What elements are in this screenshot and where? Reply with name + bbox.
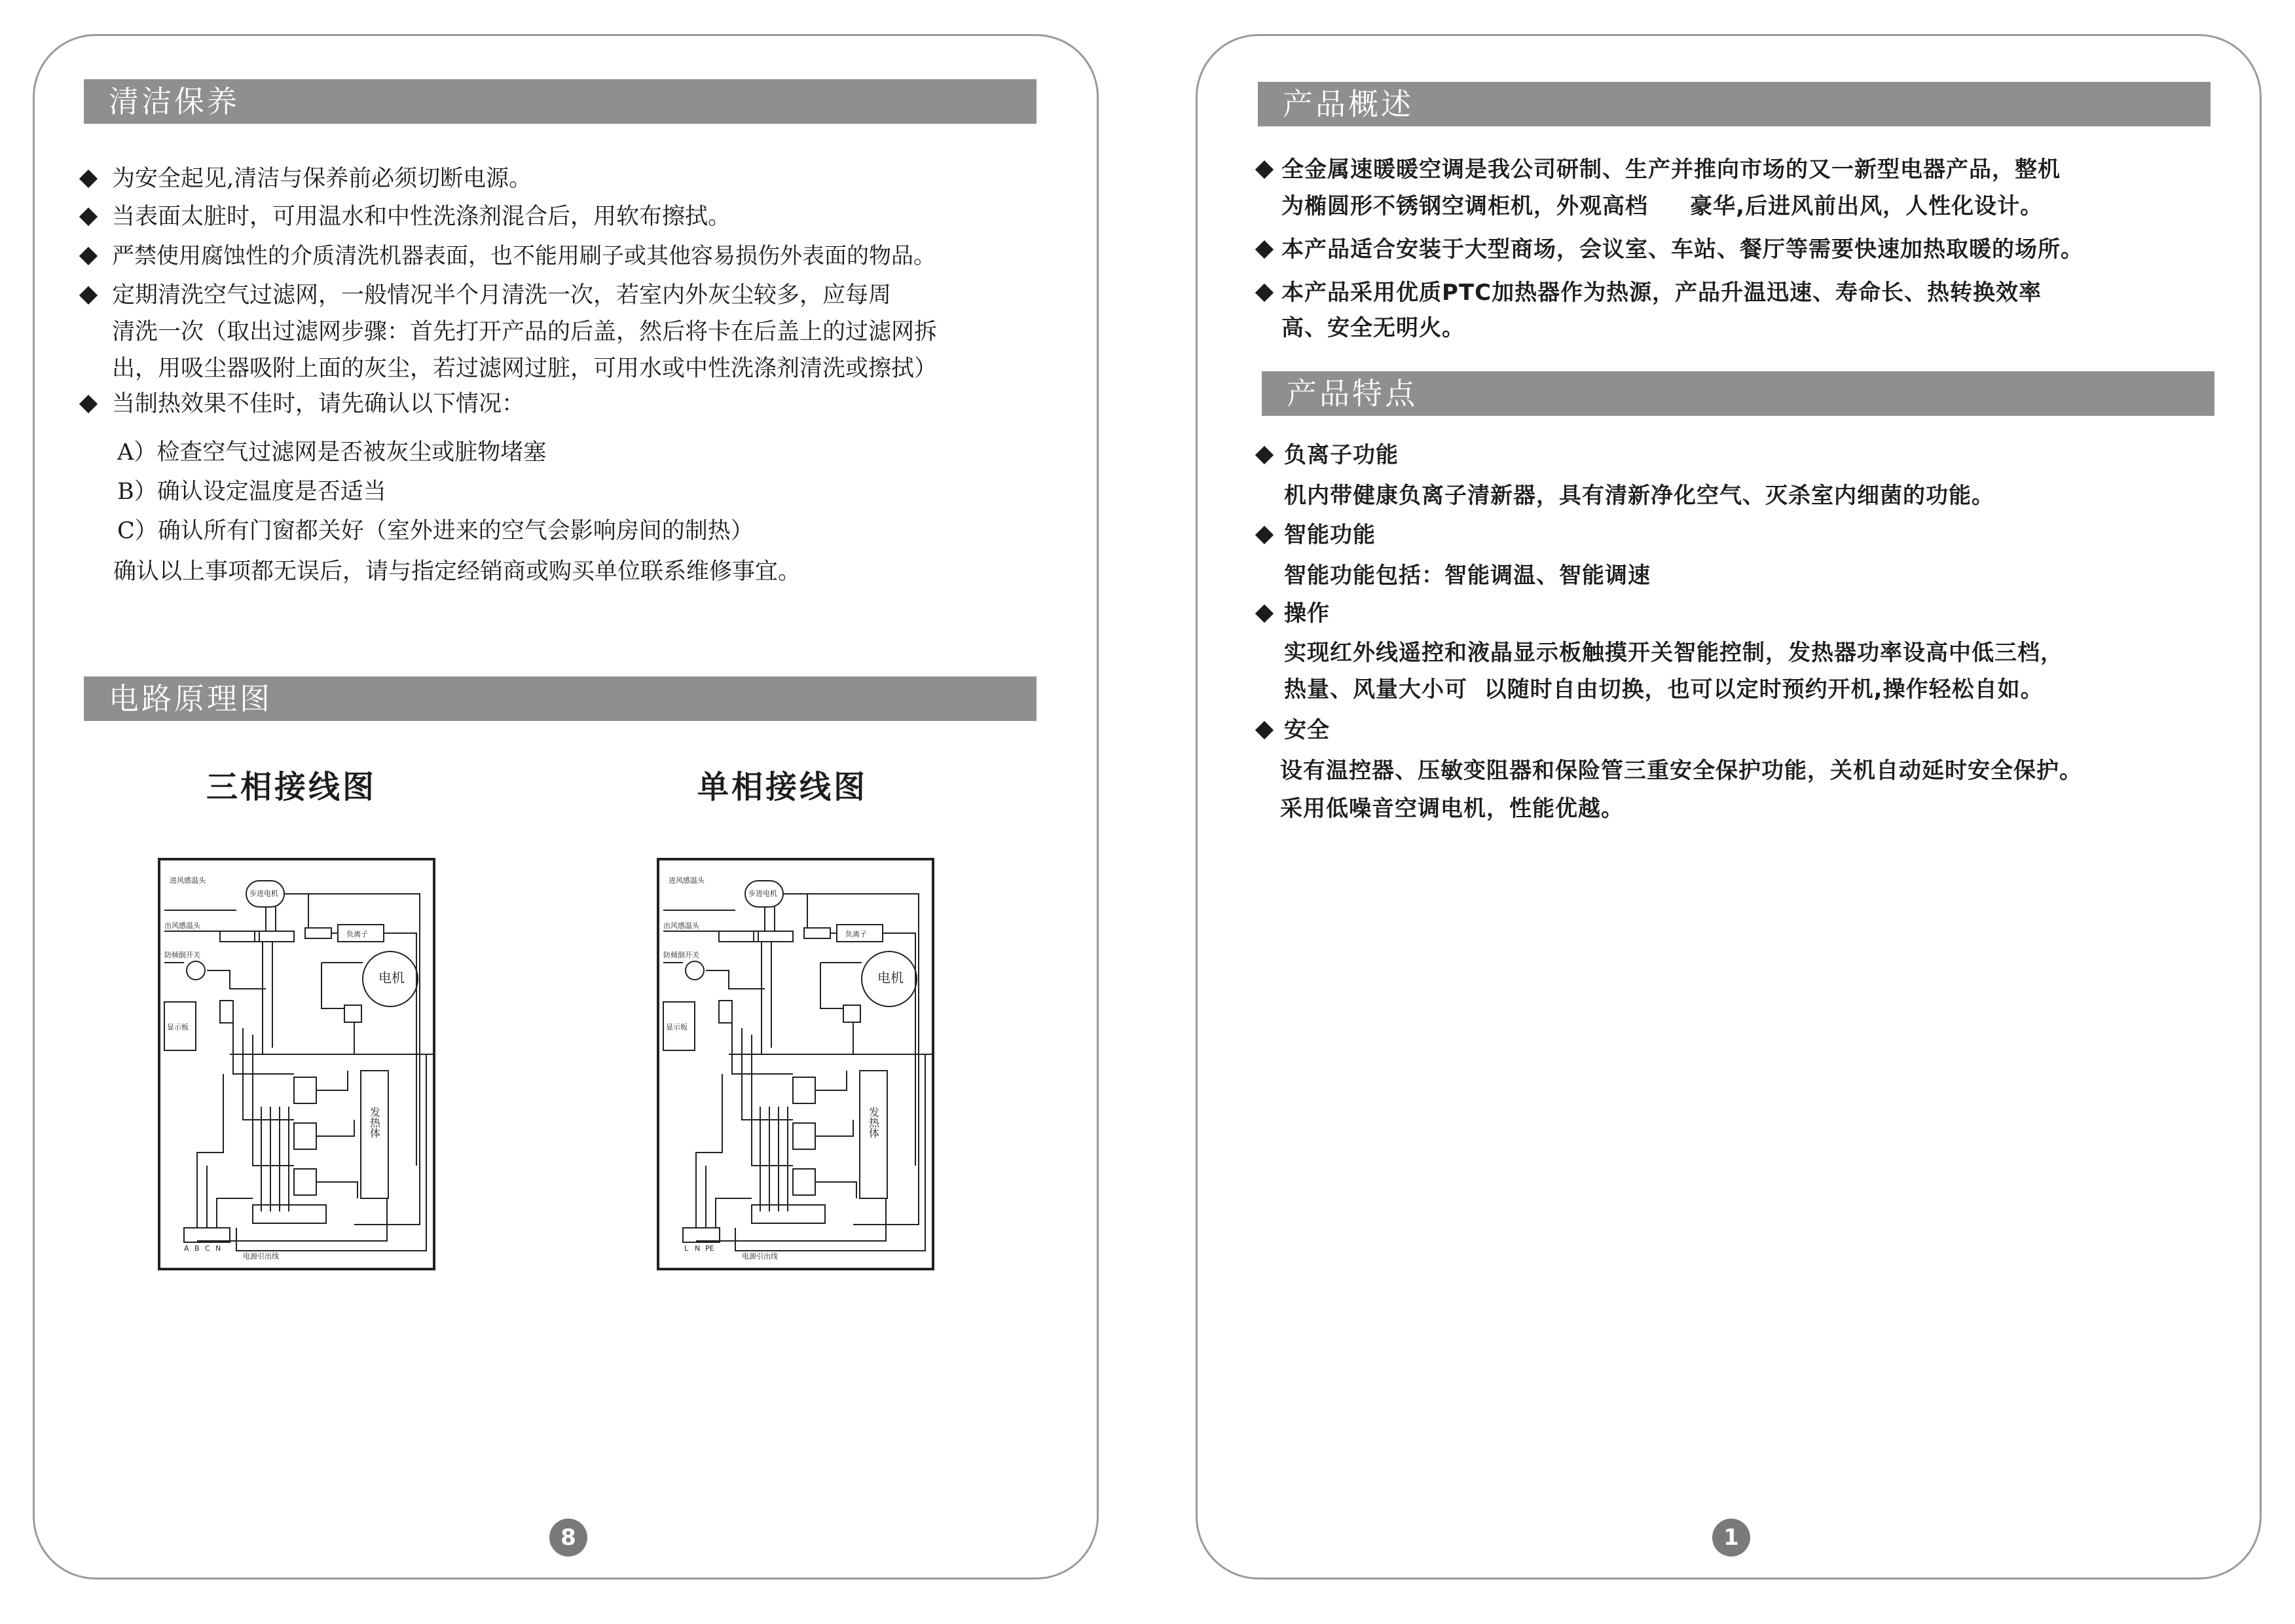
feature-operation-line-2: 热量、风量大小可 以随时自由切换，也可以定时预约开机,操作轻松自如。 (1284, 676, 2044, 703)
overview-line-3: 本产品适合安装于大型商场，会议室、车站、餐厅等需要快速加热取暖的场所。 (1281, 236, 2084, 263)
overview-line-5: 高、安全无明火。 (1281, 315, 1465, 341)
cleaning-item-3: 严禁使用腐蚀性的介质清洗机器表面，也不能用刷子或其他容易损伤外表面的物品。 (112, 243, 936, 269)
feature-anion-line-1: 机内带健康负离子清新器，具有清新净化空气、灭杀室内细菌的功能。 (1284, 483, 1994, 509)
bullet-icon (79, 170, 98, 188)
check-a: A）检查空气过滤网是否被灰尘或脏物堵塞 (117, 439, 547, 466)
cleaning-closing: 确认以上事项都无误后，请与指定经销商或购买单位联系维修事宜。 (113, 559, 801, 585)
feature-heading-operation: 操作 (1284, 600, 1330, 627)
svg-text:PE: PE (705, 1244, 714, 1253)
section-title-overview: 产品概述 (1258, 82, 2211, 126)
check-c: C）确认所有门窗都关好（室外进来的空气会影响房间的制热） (117, 518, 754, 544)
feature-safety-line-2: 采用低噪音空调电机，性能优越。 (1280, 796, 1624, 822)
bullet-icon (1255, 240, 1274, 259)
page-left (33, 34, 1099, 1579)
svg-text:N: N (215, 1244, 221, 1253)
svg-text:进风感温头: 进风感温头 (170, 876, 206, 885)
feature-heading-smart: 智能功能 (1284, 522, 1376, 548)
overview-line-2: 为椭圆形不锈钢空调柜机，外观高档 豪华,后进风前出风，人性化设计。 (1281, 193, 2044, 219)
svg-text:电源引出线: 电源引出线 (742, 1252, 778, 1261)
section-title-features: 产品特点 (1262, 371, 2214, 416)
svg-text:发热体: 发热体 (867, 1107, 880, 1138)
svg-text:进风感温头: 进风感温头 (669, 876, 705, 885)
bullet-icon (79, 208, 98, 226)
bullet-icon (1255, 721, 1274, 739)
svg-text:电机: 电机 (877, 970, 904, 986)
overview-line-4: 本产品采用优质PTC加热器作为热源，产品升温迅速、寿命长、热转换效率 (1281, 280, 2042, 306)
bullet-icon (79, 286, 98, 304)
svg-text:C: C (205, 1244, 210, 1253)
bullet-icon (1255, 160, 1274, 179)
svg-text:N: N (695, 1244, 701, 1253)
svg-text:显示板: 显示板 (167, 1023, 189, 1031)
cleaning-item-2: 当表面太脏时，可用温水和中性洗涤剂混合后，用软布擦拭。 (112, 204, 731, 230)
svg-text:发热体: 发热体 (368, 1107, 381, 1138)
section-title-circuit: 电路原理图 (84, 676, 1037, 721)
bullet-icon (1255, 446, 1274, 464)
svg-text:步进电机: 步进电机 (748, 889, 777, 898)
bullet-icon (79, 395, 98, 413)
feature-safety-line-1: 设有温控器、压敏变阻器和保险管三重安全保护功能，关机自动延时安全保护。 (1280, 758, 2082, 784)
feature-smart-line-1: 智能功能包括：智能调温、智能调速 (1284, 563, 1651, 589)
svg-text:负离子: 负离子 (845, 930, 867, 938)
svg-text:出风感温头: 出风感温头 (164, 921, 200, 930)
feature-operation-line-1: 实现红外线遥控和液晶显示板触摸开关智能控制，发热器功率设高中低三档， (1284, 640, 2063, 666)
three-phase-wiring-diagram (158, 858, 435, 1270)
svg-text:步进电机: 步进电机 (249, 889, 278, 898)
single-phase-title: 单相接线图 (697, 769, 868, 805)
cleaning-item-1: 为安全起见,清洁与保养前必须切断电源。 (112, 166, 532, 192)
svg-text:负离子: 负离子 (346, 930, 368, 938)
svg-text:电机: 电机 (378, 970, 405, 986)
page-number: 1 (1712, 1519, 1750, 1557)
single-phase-wiring-diagram (657, 858, 934, 1270)
feature-heading-anion: 负离子功能 (1284, 442, 1399, 468)
page-right (1196, 34, 2262, 1579)
bullet-icon (1255, 284, 1274, 302)
page-number: 8 (549, 1519, 587, 1557)
svg-text:防倾倒开关: 防倾倒开关 (663, 951, 699, 959)
check-b: B）确认设定温度是否适当 (117, 479, 386, 505)
svg-text:出风感温头: 出风感温头 (663, 921, 699, 930)
bullet-icon (79, 247, 98, 265)
svg-text:显示板: 显示板 (666, 1023, 688, 1031)
svg-text:A: A (184, 1244, 189, 1253)
svg-text:防倾倒开关: 防倾倒开关 (164, 951, 200, 959)
bullet-icon (1255, 604, 1274, 623)
svg-text:L: L (684, 1244, 689, 1253)
cleaning-item-4-line-2: 清洗一次（取出过滤网步骤：首先打开产品的后盖，然后将卡在后盖上的过滤网拆 (112, 319, 938, 345)
feature-heading-safety: 安全 (1284, 717, 1330, 743)
cleaning-item-4-line-3: 出，用吸尘器吸附上面的灰尘，若过滤网过脏，可用水或中性洗涤剂清洗或擦拭） (112, 356, 938, 382)
three-phase-title: 三相接线图 (206, 769, 377, 805)
cleaning-item-5: 当制热效果不佳时，请先确认以下情况： (112, 391, 525, 417)
cleaning-item-4: 定期清洗空气过滤网，一般情况半个月清洗一次，若室内外灰尘较多，应每周 (112, 282, 892, 308)
section-title-cleaning: 清洁保养 (84, 79, 1037, 124)
svg-text:电源引出线: 电源引出线 (243, 1252, 279, 1261)
bullet-icon (1255, 526, 1274, 544)
overview-line-1: 全金属速暖暖空调是我公司研制、生产并推向市场的又一新型电器产品，整机 (1281, 157, 2061, 183)
svg-text:B: B (194, 1244, 200, 1253)
